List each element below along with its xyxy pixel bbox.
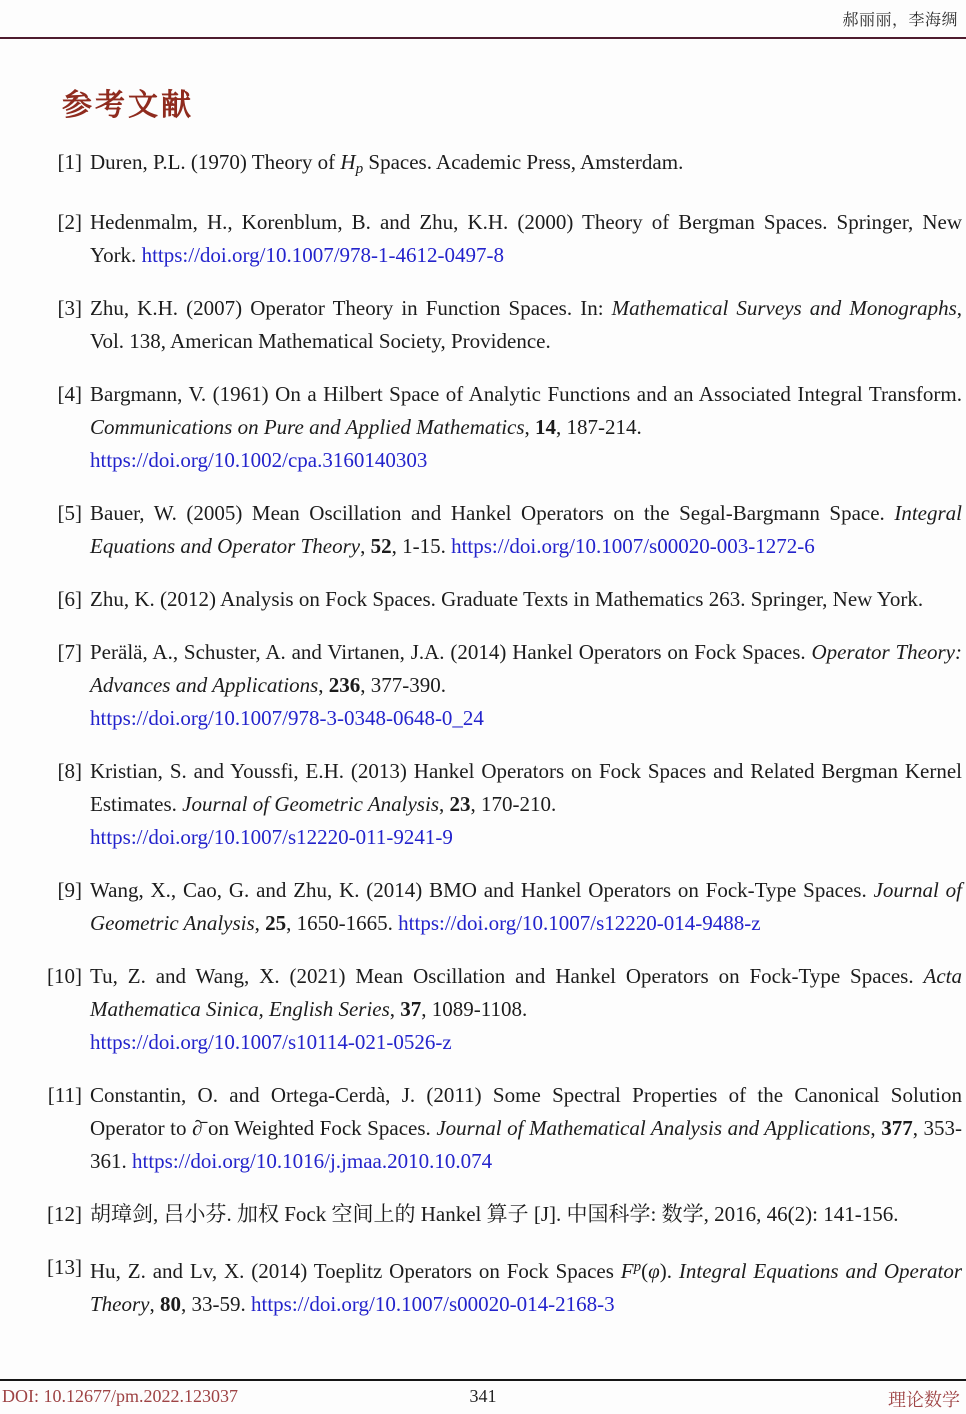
reference-number: [6]	[57, 586, 82, 611]
italic-title: Operator Theory: Advances and Applications	[90, 639, 962, 697]
footer-page-number: 341	[469, 1386, 497, 1406]
reference-number: [7]	[57, 639, 82, 664]
reference-plain-text: , Vol. 138, American Mathematical Society, Providence.	[90, 295, 962, 353]
doi-link[interactable]: https://doi.org/10.1007/s10114-021-0526-z	[90, 1029, 452, 1054]
reference-item	[46, 378, 962, 477]
volume-number: 14	[535, 414, 557, 439]
reference-plain-text: ,	[149, 1291, 160, 1316]
reference-item	[46, 874, 962, 940]
footer-rule	[0, 1379, 966, 1381]
reference-plain-text: , 1089-1108.	[421, 996, 528, 1021]
reference-number: [8]	[57, 758, 82, 783]
reference-text	[90, 583, 962, 616]
reference-plain-text: , 1650-1665.	[286, 910, 399, 935]
reference-plain-text: ).	[659, 1258, 679, 1283]
reference-plain-text: Bauer, W. (2005) Mean Oscillation and Hankel Operators on the Segal-Bargmann Space.	[90, 500, 895, 525]
reference-plain-text: Constantin, O. and Ortega-Cerdà, J. (2011) Some Spectral Properties of the Canonical Solution Operator to	[90, 1082, 962, 1140]
volume-number: 25	[265, 910, 287, 935]
reference-text	[90, 146, 962, 186]
reference-plain-text: , 353-361.	[90, 1115, 962, 1173]
reference-item	[46, 206, 962, 272]
doi-link[interactable]: https://doi.org/10.1007/s00020-014-2168-3	[251, 1291, 615, 1316]
reference-plain-text: Wang, X., Cao, G. and Zhu, K. (2014) BMO and Hankel Operators on Fock-Type Spaces.	[90, 877, 874, 902]
volume-number: 37	[400, 996, 422, 1021]
reference-text	[90, 755, 962, 854]
reference-plain-text: ,	[389, 996, 401, 1021]
italic-title: Integral Equations and Operator Theory	[90, 1258, 962, 1316]
reference-plain-text: , 187-214.	[556, 414, 642, 439]
italic-title: Journal of Geometric Analysis	[90, 877, 962, 935]
italic-title: φ	[648, 1258, 660, 1283]
reference-number: [10]	[47, 963, 82, 988]
reference-plain-text: Spaces. Academic Press, Amsterdam.	[363, 150, 684, 174]
reference-number: [1]	[57, 150, 82, 174]
reference-text	[90, 1251, 962, 1321]
italic-title: F	[620, 1258, 634, 1283]
reference-plain-text: ,	[524, 414, 536, 439]
reference-number: [12]	[47, 1201, 82, 1226]
volume-number: 52	[370, 533, 392, 558]
reference-plain-text: ,	[360, 533, 371, 558]
reference-plain-text: Zhu, K.H. (2007) Operator Theory in Function Spaces. In:	[90, 295, 612, 320]
reference-plain-text: Perälä, A., Schuster, A. and Virtanen, J.A. (2014) Hankel Operators on Fock Spaces.	[90, 639, 812, 664]
reference-number: [11]	[47, 1082, 82, 1107]
header-authors: 郝丽丽，李海绸	[842, 12, 958, 29]
page-title: 参考文献	[62, 89, 194, 122]
reference-plain-text: Kristian, S. and Youssfi, E.H. (2013) Hankel Operators on Fock Spaces and Related Bergman Kernel Estimates.	[90, 758, 962, 816]
reference-item	[46, 755, 962, 854]
reference-number: [9]	[57, 877, 82, 902]
italic-title: Integral Equations and Operator Theory	[90, 500, 962, 558]
reference-plain-text: ,	[254, 910, 266, 935]
reference-plain-text: ,	[870, 1115, 882, 1140]
reference-item	[46, 960, 962, 1059]
footer-journal-name: 理论数学	[888, 1390, 960, 1410]
doi-link[interactable]: https://doi.org/10.1007/s00020-003-1272-6	[451, 533, 815, 558]
italic-title: H	[340, 150, 356, 174]
volume-number: 236	[328, 672, 361, 697]
reference-text	[90, 378, 962, 477]
reference-item	[46, 292, 962, 358]
reference-plain-text: Bargmann, V. (1961) On a Hilbert Space of Analytic Functions and an Associated Integral Transform.	[90, 381, 962, 406]
reference-number: [5]	[57, 500, 82, 525]
volume-number: 377	[881, 1115, 913, 1140]
reference-number: [4]	[57, 381, 82, 406]
doi-link[interactable]: https://doi.org/10.1007/s12220-014-9488-z	[398, 910, 761, 935]
volume-number: 80	[160, 1291, 181, 1316]
reference-plain-text: on Weighted Fock Spaces.	[202, 1115, 437, 1140]
reference-item	[46, 1079, 962, 1178]
italic-title: Acta Mathematica Sinica, English Series	[90, 963, 962, 1021]
doi-link[interactable]: https://doi.org/10.1007/s12220-011-9241-9	[90, 824, 453, 849]
reference-plain-text: Tu, Z. and Wang, X. (2021) Mean Oscillation and Hankel Operators on Fock-Type Spaces.	[90, 963, 924, 988]
reference-plain-text: , 33-59.	[181, 1291, 251, 1316]
reference-text	[90, 497, 962, 563]
subscript-text: p	[355, 160, 364, 177]
reference-plain-text: Hu, Z. and Lv, X. (2014) Toeplitz Operators on Fock Spaces	[90, 1258, 621, 1283]
reference-text	[90, 292, 962, 358]
reference-plain-text: ,	[439, 791, 450, 816]
reference-plain-text: ,	[318, 672, 329, 697]
reference-text	[90, 636, 962, 735]
reference-plain-text: , 170-210.	[470, 791, 557, 816]
reference-item	[46, 636, 962, 735]
doi-link[interactable]: https://doi.org/10.1016/j.jmaa.2010.10.074	[132, 1148, 493, 1173]
reference-number: [3]	[57, 295, 82, 320]
italic-title: Journal of Mathematical Analysis and Applications	[436, 1115, 871, 1140]
reference-plain-text: , 1-15.	[391, 533, 452, 558]
reference-item	[46, 583, 962, 616]
reference-plain-text: 胡璋剑, 吕小芬. 加权 Fock 空间上的 Hankel 算子 [J]. 中国科学: 数学, 2016, 46(2): 141-156.	[90, 1201, 899, 1226]
reference-text	[90, 874, 962, 940]
header-rule	[0, 37, 966, 39]
italic-title: ∂̄	[192, 1115, 203, 1140]
reference-text	[90, 1198, 962, 1231]
doi-link[interactable]: https://doi.org/10.1007/978-1-4612-0497-8	[141, 242, 504, 267]
reference-number: [2]	[57, 209, 82, 234]
doi-link[interactable]: https://doi.org/10.1002/cpa.3160140303	[90, 447, 428, 472]
italic-title: Communications on Pure and Applied Mathematics	[90, 414, 525, 439]
reference-item	[46, 1251, 962, 1321]
reference-plain-text: Zhu, K. (2012) Analysis on Fock Spaces. Graduate Texts in Mathematics 263. Springer, New York.	[90, 586, 924, 611]
reference-item	[46, 146, 962, 186]
reference-plain-text: Duren, P.L. (1970) Theory of	[90, 150, 341, 174]
reference-item	[46, 1198, 962, 1231]
reference-plain-text: , 377-390.	[360, 672, 446, 697]
volume-number: 23	[449, 791, 471, 816]
reference-item	[46, 497, 962, 563]
reference-number: [13]	[47, 1254, 82, 1279]
superscript-text: p	[633, 1258, 642, 1275]
italic-title: Mathematical Surveys and Monographs	[611, 295, 957, 320]
reference-plain-text: (	[641, 1258, 649, 1283]
footer-doi: DOI: 10.12677/pm.2022.123037	[2, 1386, 238, 1406]
reference-text	[90, 960, 962, 1059]
italic-title: Journal of Geometric Analysis	[182, 791, 439, 816]
reference-list	[46, 146, 962, 1341]
reference-plain-text: Hedenmalm, H., Korenblum, B. and Zhu, K.H. (2000) Theory of Bergman Spaces. Springer, New York.	[90, 209, 962, 267]
reference-text	[90, 1079, 962, 1178]
doi-link[interactable]: https://doi.org/10.1007/978-3-0348-0648-0_24	[90, 705, 484, 730]
reference-text	[90, 206, 962, 272]
